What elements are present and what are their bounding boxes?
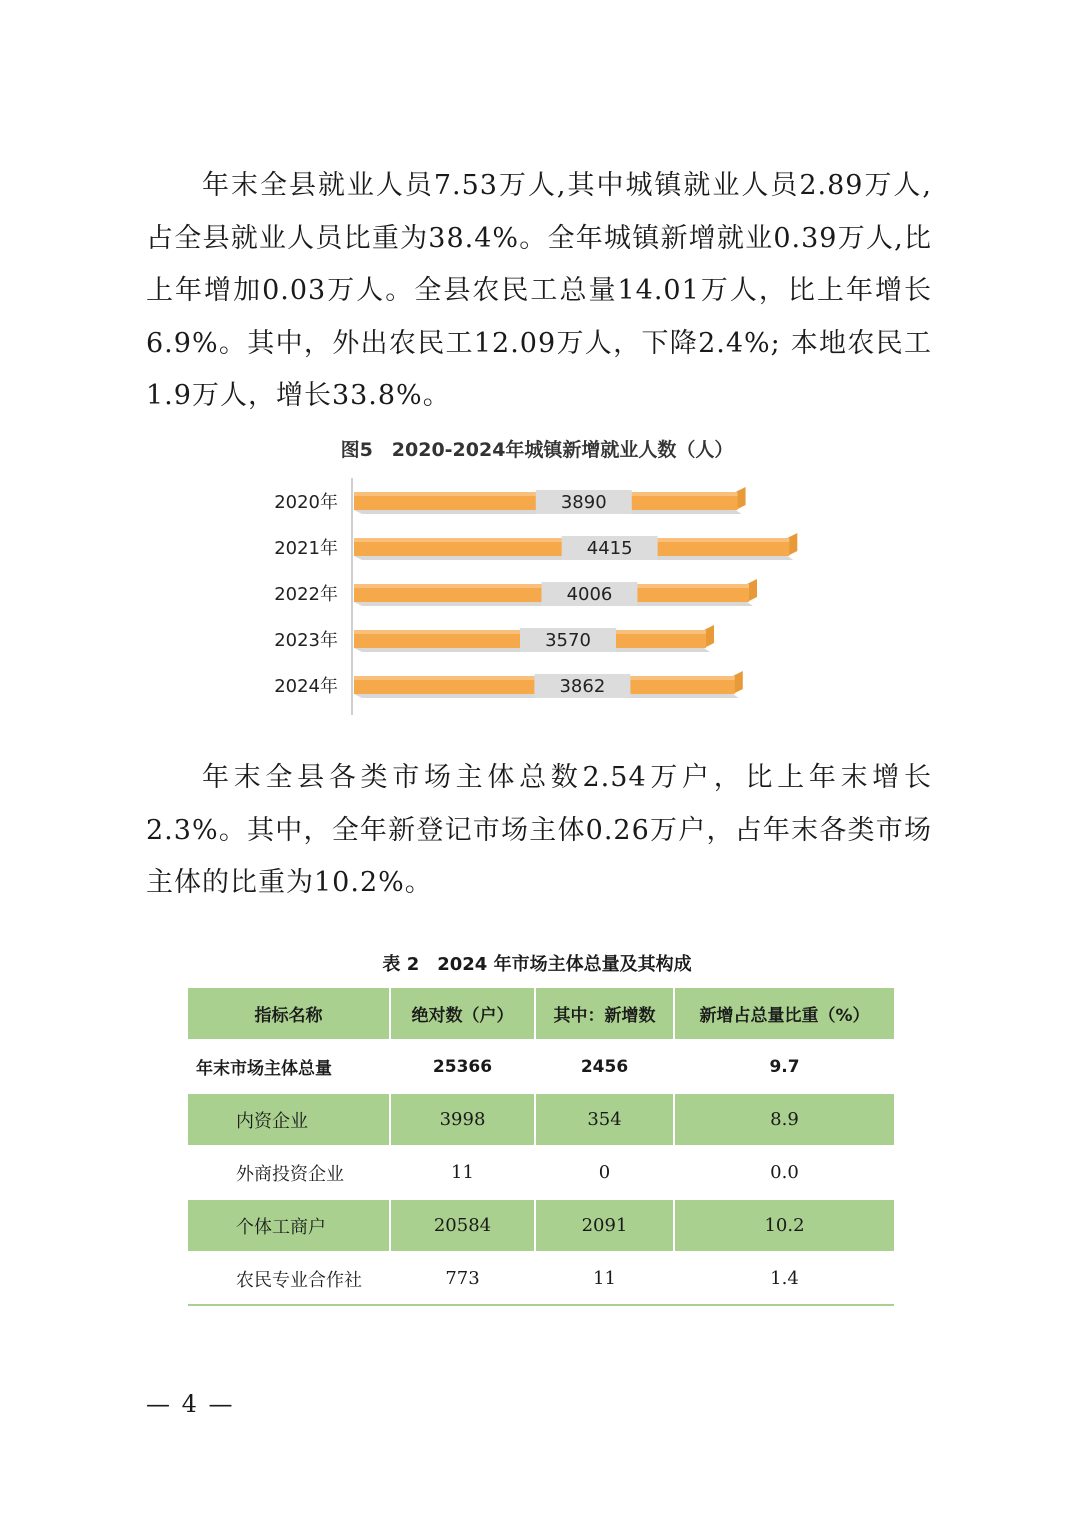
bar-value-label: 3862 [559, 676, 606, 697]
table-row [188, 1040, 894, 1093]
category-label: 2020年 [274, 492, 338, 513]
bar-value-label: 3890 [560, 492, 607, 513]
row-ratio: 1.4 [674, 1252, 894, 1305]
category-label: 2024年 [274, 676, 338, 697]
table-row [188, 1146, 894, 1199]
row-ratio: 9.7 [674, 1040, 894, 1093]
header-new: 其中：新增数 [535, 988, 674, 1040]
row-new: 11 [535, 1252, 674, 1305]
row-name: 年末市场主体总量 [188, 1040, 390, 1093]
market-entity-table [188, 988, 894, 1306]
bar-value-label: 4415 [586, 538, 633, 559]
row-ratio: 8.9 [674, 1093, 894, 1146]
category-label: 2023年 [274, 630, 338, 651]
row-total: 20584 [390, 1199, 535, 1252]
row-name: 内资企业 [188, 1093, 390, 1146]
category-label: 2022年 [274, 584, 338, 605]
row-new: 2456 [535, 1040, 674, 1093]
market-entity-paragraph: 年末全县各类市场主体总数2.54万户，比上年末增长2.3%。其中，全年新登记市场主体0.26万户，占年末各类市场主体的比重为10.2%。 [146, 762, 932, 898]
table-row [188, 1093, 894, 1146]
row-total: 11 [390, 1146, 535, 1199]
row-total: 3998 [390, 1093, 535, 1146]
chart-title: 图5 2020-2024年城镇新增就业人数（人） [340, 439, 734, 461]
table-row [188, 1199, 894, 1252]
table-header-row [188, 988, 894, 1040]
employment-paragraph: 年末全县就业人员7.53万人,其中城镇就业人员2.89万人,占全县就业人员比重为38.4%。全年城镇新增就业0.39万人,比上年增加0.03万人。全县农民工总量14.01万人，比上年增长6.9%。其中，外出农民工12.09万人，下降2.4%; 本地农民工1.9万人，增长33.8%。 [146, 170, 932, 411]
row-name: 外商投资企业 [188, 1146, 390, 1199]
row-ratio: 0.0 [674, 1146, 894, 1199]
row-name: 个体工商户 [188, 1199, 390, 1252]
page-number: — 4 — [146, 1390, 235, 1418]
table-row [188, 1252, 894, 1305]
bar-value-label: 4006 [566, 584, 613, 605]
row-new: 0 [535, 1146, 674, 1199]
row-name: 农民专业合作社 [188, 1252, 390, 1305]
category-label: 2021年 [274, 538, 338, 559]
row-total: 25366 [390, 1040, 535, 1093]
header-total: 绝对数（户） [390, 988, 535, 1040]
header-indicator: 指标名称 [188, 988, 390, 1040]
row-new: 2091 [535, 1199, 674, 1252]
row-new: 354 [535, 1093, 674, 1146]
bar-value-label: 3570 [545, 630, 591, 651]
row-ratio: 10.2 [674, 1199, 894, 1252]
row-total: 773 [390, 1252, 535, 1305]
table-title: 表 2 2024 年市场主体总量及其构成 [382, 954, 692, 975]
employment-bar-chart [260, 470, 830, 720]
header-ratio: 新增占总量比重（%） [674, 988, 894, 1040]
